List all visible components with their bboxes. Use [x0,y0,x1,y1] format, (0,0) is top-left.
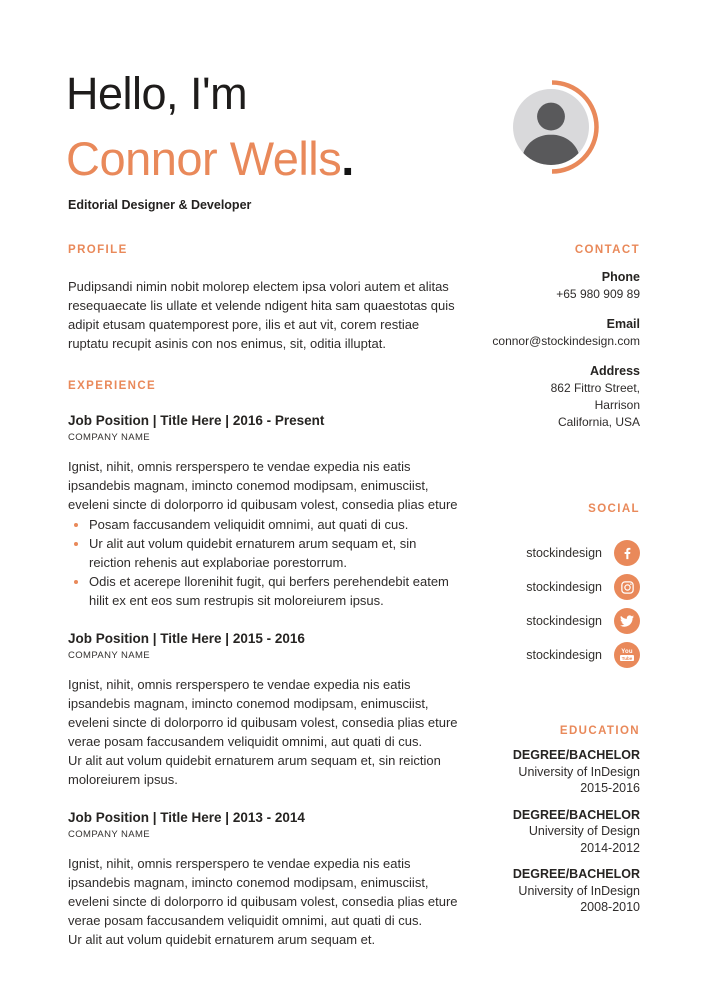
contact-section [410,244,640,431]
education-school: University of Design [528,824,640,838]
education-entry-1 [410,747,640,797]
job-bullet: Odis et acerepe llorenihit fugit, qui berfers perehendebit eatem hilit ex ent eos sum restrupis sit moloreiurem ipsus. [68,572,461,610]
job-description: Ignist, nihit, omnis rersperspero te vendae expedia nis eatis ipsandebis magnam, imincto conemod modipsam, enimusciist, eveleni sincte di dolorporro id quibusam volest, consedia plias eture verae posam faccusandem veliquidit omnimi, aut quati di cus. [68,856,458,928]
experience-entry-2 [68,631,461,789]
person-name [66,134,354,183]
avatar [513,89,589,165]
greeting-text: Hello, I'm [66,68,248,119]
email-label: Email [606,317,640,331]
job-bullet: Posam faccusandem veliquidit omnimi, aut quati di cus. [68,515,461,534]
contact-address-group [410,363,640,431]
job-description-2: Ur alit aut volum quidebit ernaturem arum sequam et. [68,932,376,947]
education-degree: DEGREE/BACHELOR [512,807,640,822]
section-heading-social: SOCIAL [588,503,640,515]
education-degree: DEGREE/BACHELOR [512,748,640,762]
address-line: California, USA [557,415,640,429]
social-handle: stockindesign [526,580,602,594]
twitter-icon[interactable] [614,608,640,634]
education-school: University of InDesign [518,883,640,898]
phone-label: Phone [601,270,640,284]
job-title: Job Position | Title Here | 2013 - 2014 [68,810,305,825]
job-description: Ignist, nihit, omnis rersperspero te vendae expedia nis eatis ipsandebis magnam, imincto conemod modipsam, enimusciist, eveleni sincte di dolorporro id quibusam volest, consedia plias eture [68,459,458,512]
youtube-icon[interactable] [614,642,640,668]
experience-entry-1 [68,413,461,610]
instagram-icon[interactable] [614,574,640,600]
education-section [410,725,640,916]
education-entry-3 [410,866,640,916]
address-label: Address [589,364,640,378]
education-school: University of InDesign [518,764,640,779]
job-title: Job Position | Title Here | 2016 - Present [68,413,325,428]
experience-entry-3 [68,810,461,949]
social-row-facebook[interactable] [410,540,640,566]
contact-phone-group [410,269,640,303]
social-handle: stockindesign [526,614,602,628]
education-years: 2014-2012 [580,840,640,855]
social-handle: stockindesign [526,546,602,560]
job-company: COMPANY NAME [68,432,151,443]
contact-email-group [410,316,640,350]
facebook-icon[interactable] [614,540,640,566]
section-heading-experience: EXPERIENCE [68,380,157,392]
education-degree: DEGREE/BACHELOR [512,867,640,881]
social-row-youtube[interactable] [410,642,640,668]
address-line: Harrison [594,398,640,412]
job-bullet: Ur alit aut volum quidebit ernaturem arum sequam et, sin reiction rehenis aut explaboriae porestorrum. [68,534,461,572]
job-bullet-list [68,515,461,610]
name-period: . [341,132,354,185]
person-silhouette-icon [513,89,589,165]
section-heading-profile: PROFILE [68,244,128,256]
job-description: Ignist, nihit, omnis rersperspero te vendae expedia nis eatis ipsandebis magnam, imincto conemod modipsam, enimusciist, eveleni sincte di dolorporro id quibusam volest, consedia plias eture verae posam faccusandem veliquidit omnimi, aut quati di cus. [68,677,458,749]
job-company: COMPANY NAME [68,650,151,661]
job-subtitle: Editorial Designer & Developer [68,198,252,212]
section-heading-contact: CONTACT [574,244,640,256]
social-row-twitter[interactable] [410,608,640,634]
person-name-text: Connor Wells [66,132,342,185]
job-title: Job Position | Title Here | 2015 - 2016 [68,631,305,646]
left-column [68,244,461,949]
email-value[interactable]: connor@stockindesign.com [492,334,640,348]
job-company: COMPANY NAME [68,829,151,840]
social-section [410,503,640,676]
job-description-2: Ur alit aut volum quidebit ernaturem arum sequam et, sin reiction moloreiurem ipsus. [68,753,441,787]
section-heading-education: EDUCATION [559,725,640,737]
youtube-logo-text: You Tube [621,648,633,661]
social-list [410,540,640,668]
education-years: 2008-2010 [580,900,640,914]
education-years: 2015-2016 [580,781,640,795]
phone-value: +65 980 909 89 [556,287,640,301]
profile-paragraph: Pudipsandi nimin nobit molorep electem ipsa volori autem et alitas resequaecate lis ullate et velende ndigent hita sam quaestotas quis adipit etusam quatemporest pore, ilis et aut vit, corem restiae ruptatu recupit asinis con nos enimus, sit, oditia illuptat. [68,279,455,351]
address-line: 862 Fittro Street, [550,381,640,395]
social-handle: stockindesign [526,648,602,662]
social-row-instagram[interactable] [410,574,640,600]
education-entry-2 [410,807,640,857]
